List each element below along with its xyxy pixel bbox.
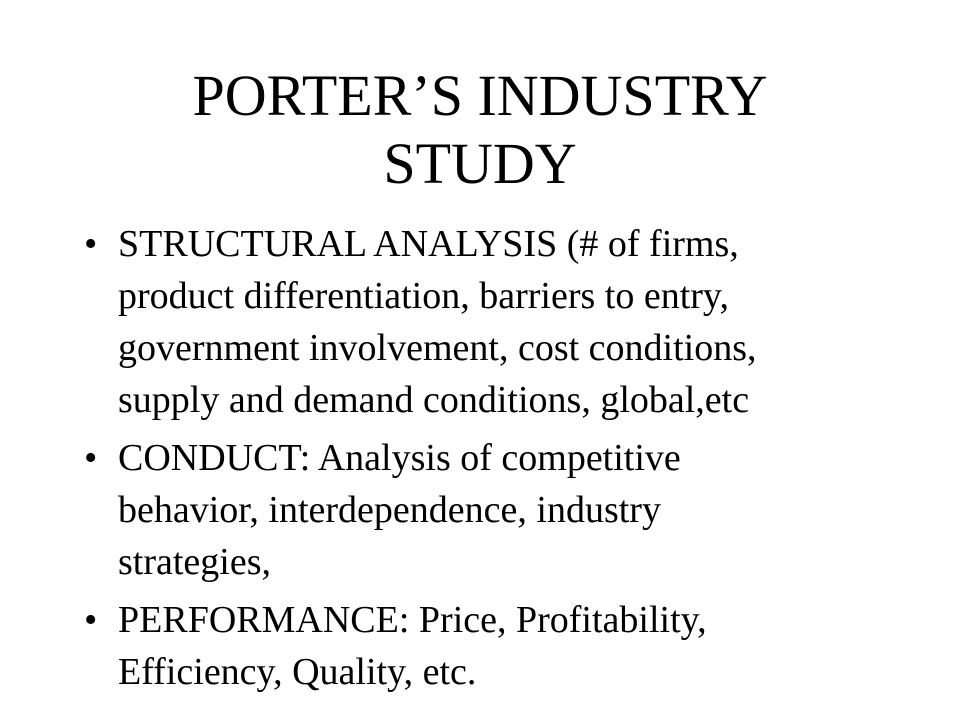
bullet-text-line: Efficiency, Quality, etc. [118,651,477,693]
bullet-item-conduct [82,432,942,588]
bullet-item-performance [82,594,942,698]
bullet-text-line: strategies, [118,541,272,583]
bullet-text-line: government involvement, cost conditions, [118,327,757,369]
bullet-text-line: PERFORMANCE: Price, Profitability, [118,599,707,641]
bullet-dot-icon: • [84,437,98,479]
slide-title [130,62,830,198]
bullet-dot-icon: • [84,599,98,641]
bullet-item-structural-analysis [82,218,942,426]
bullet-text-line: behavior, interdependence, industry [118,489,661,531]
bullet-list [82,218,942,704]
bullet-dot-icon: • [84,223,98,265]
bullet-text-line: CONDUCT: Analysis of competitive [118,437,681,479]
slide-title-line: PORTER’S INDUSTRY [192,63,768,128]
bullet-text-line: supply and demand conditions, global,etc [118,379,750,421]
bullet-text-line: STRUCTURAL ANALYSIS (# of firms, [118,223,739,265]
bullet-text-line: product differentiation, barriers to entry, [118,275,729,317]
slide-title-line: STUDY [383,131,577,196]
